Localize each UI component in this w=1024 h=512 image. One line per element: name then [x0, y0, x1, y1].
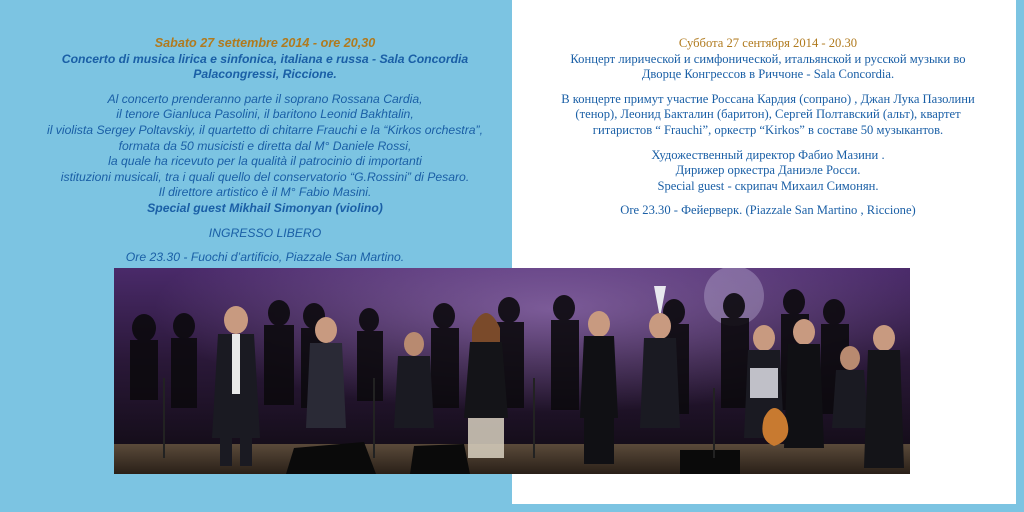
italian-date: Sabato 27 settembre 2014 - ore 20,30 [154, 36, 376, 50]
russian-participants-line: гитаристов “ Frauchi”, оркестр “Kirkos” в составе 50 музыкантов. [592, 122, 944, 137]
italian-body-line: Al concerto prenderanno parte il soprano Rossana Cardia, [107, 91, 423, 106]
italian-text-block [40, 36, 490, 266]
russian-date: Суббота 27 сентября 2014 - 20.30 [678, 36, 858, 50]
italian-title-line1: Concerto di musica lirica e sinfonica, italiana e russa - Sala Concordia [61, 51, 469, 66]
russian-participants-line: (тенор), Леонид Бакталин (баритон), Сергей Полтавский (альт), квартет [575, 107, 961, 122]
russian-credit-line: Художественный директор Фабио Мазини . [651, 147, 885, 162]
italian-title-line2: Palacongressi, Riccione. [193, 67, 337, 82]
italian-fireworks: Ore 23.30 - Fuochi d’artificio, Piazzale San Martino. [125, 250, 405, 265]
italian-body-line: il violista Sergey Poltavskiy, il quartetto di chitarre Frauchi e la “Kirkos orchestra”, [47, 122, 483, 137]
bottom-border [512, 504, 1024, 512]
italian-body-line: formata da 50 musicisti e diretta dal M° Daniele Rossi, [118, 138, 412, 153]
right-border [1016, 0, 1024, 512]
italian-body-line: istituzioni musicali, tra i quali quello del conservatorio “G.Rossini” di Pesaro. [60, 169, 470, 184]
russian-participants-line: В концерте примут участие Россана Кардия (сопрано) , Джан Лука Пазолини [561, 91, 975, 106]
russian-title-line1: Концерт лирической и симфонической, итальянской и русской музыки во [570, 51, 966, 66]
italian-special-guest: Special guest Mikhail Simonyan (violino) [147, 200, 383, 215]
russian-credit-line: Дирижер оркестра Даниэле Росси. [675, 163, 861, 178]
russian-fireworks: Ore 23.30 - Фейерверк. (Piazzale San Martino , Riccione) [620, 203, 916, 218]
russian-text-block [528, 36, 1008, 219]
russian-credit-line: Special guest - скрипач Михаил Симонян. [657, 178, 879, 193]
russian-title-line2: Дворце Конгрессов в Риччоне - Sala Concordia. [641, 67, 895, 82]
italian-body-line: Il direttore artistico è il M° Fabio Masini. [158, 185, 372, 200]
concert-photo [114, 268, 910, 474]
italian-body-line: il tenore Gianluca Pasolini, il baritono Leonid Bakhtalin, [116, 107, 414, 122]
italian-body-line: la quale ha ricevuto per la qualità il patrocinio di importanti [108, 154, 422, 169]
italian-free-entry: INGRESSO LIBERO [208, 225, 322, 240]
